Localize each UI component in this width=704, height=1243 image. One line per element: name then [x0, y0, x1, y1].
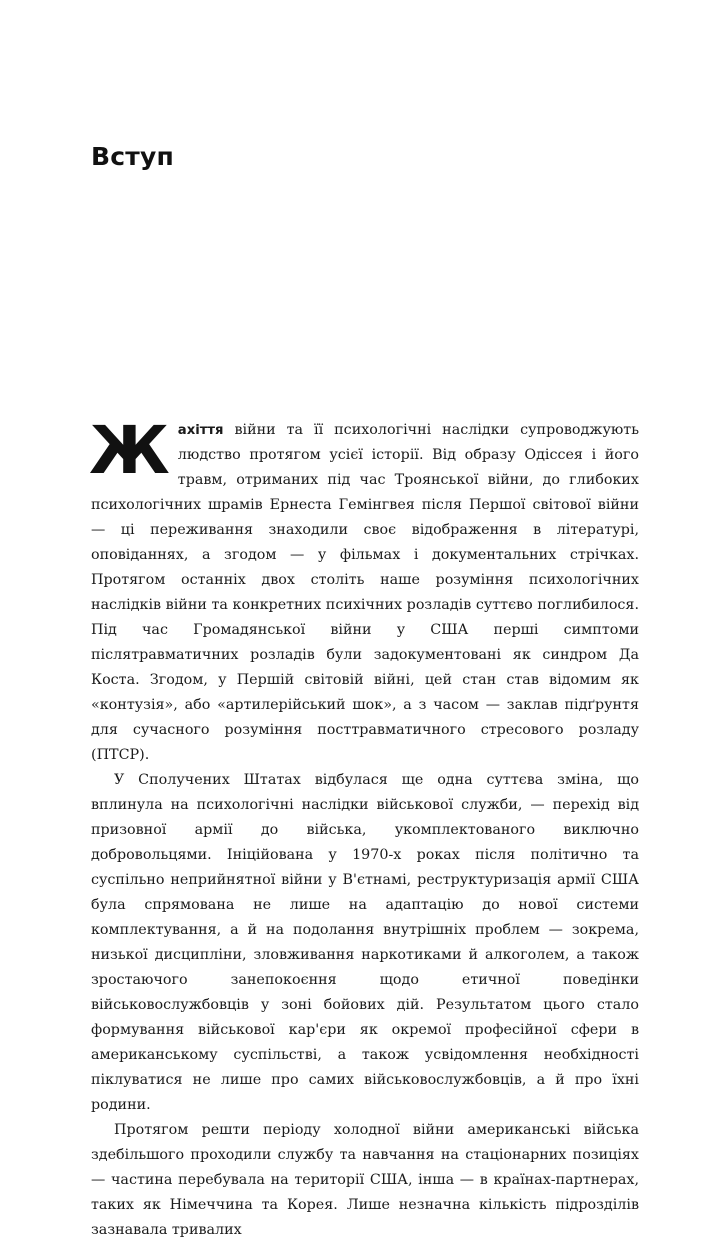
- paragraph-1-text: війни та її психологічні наслідки супроводжують людство протягом усієї історії. Від образу Одіссея і його травм, отриманих під час Троянської війни, до глибоких психологічних шрамів Ернеста Гемінгвея після Першої світової війни — ці переживання знаходили своє відображення в літературі, оповіданнях, а згодом — у фільмах і документальних стрічках. Протягом останніх двох століть наше розуміння психологічних наслідків війни та конкретних психічних розладів суттєво поглибилося. Під час Громадянської війни у США перші симптоми післятравматичних розладів були задокументовані як синдром Да Коста. Згодом, у Першій світовій війні, цей стан став відомим як «контузія», або «артилерійський шок», а з часом — заклав підґрунтя для сучасного розуміння посттравматичного стресового розладу (ПТСР).: [91, 422, 639, 763]
- body-text: [89, 412, 639, 1243]
- paragraph-3: Протягом решти періоду холодної війни американські війська здебільшого проходили службу та навчання на стаціонарних позиціях — частина перебувала на території США, інша — в країнах-партнерах, таких як Німеччина та Корея. Лише незначна кількість підрозділів зазнавала тривалих: [91, 1122, 639, 1238]
- drop-cap: Ж: [89, 412, 170, 489]
- paragraph-1: [89, 412, 639, 768]
- lead-word: ахіття: [177, 423, 224, 438]
- chapter-title: Вступ: [91, 142, 174, 171]
- paragraph-2: У Сполучених Штатах відбулася ще одна суттєва зміна, що вплинула на психологічні наслідки військової служби, — перехід від призовної армії до війська, укомплектованого виключно добровольцями. Ініційована у 1970-х роках після політично та суспільно неприйнятної війни у В'єтнамі, реструктуризація армії США була спрямована не лише на адаптацію до нової системи комплектування, а й на подолання внутрішніх проблем — зокрема, низької дисципліни, зловживання наркотиками й алкоголем, а також зростаючого занепокоєння щодо етичної поведінки військовослужбовців у зоні бойових дій. Результатом цього стало формування військової кар'єри як окремої професійної сфери в американському суспільстві, а також усвідомлення необхідності піклуватися не лише про самих військовослужбовців, а й про їхні родини.: [91, 772, 639, 1113]
